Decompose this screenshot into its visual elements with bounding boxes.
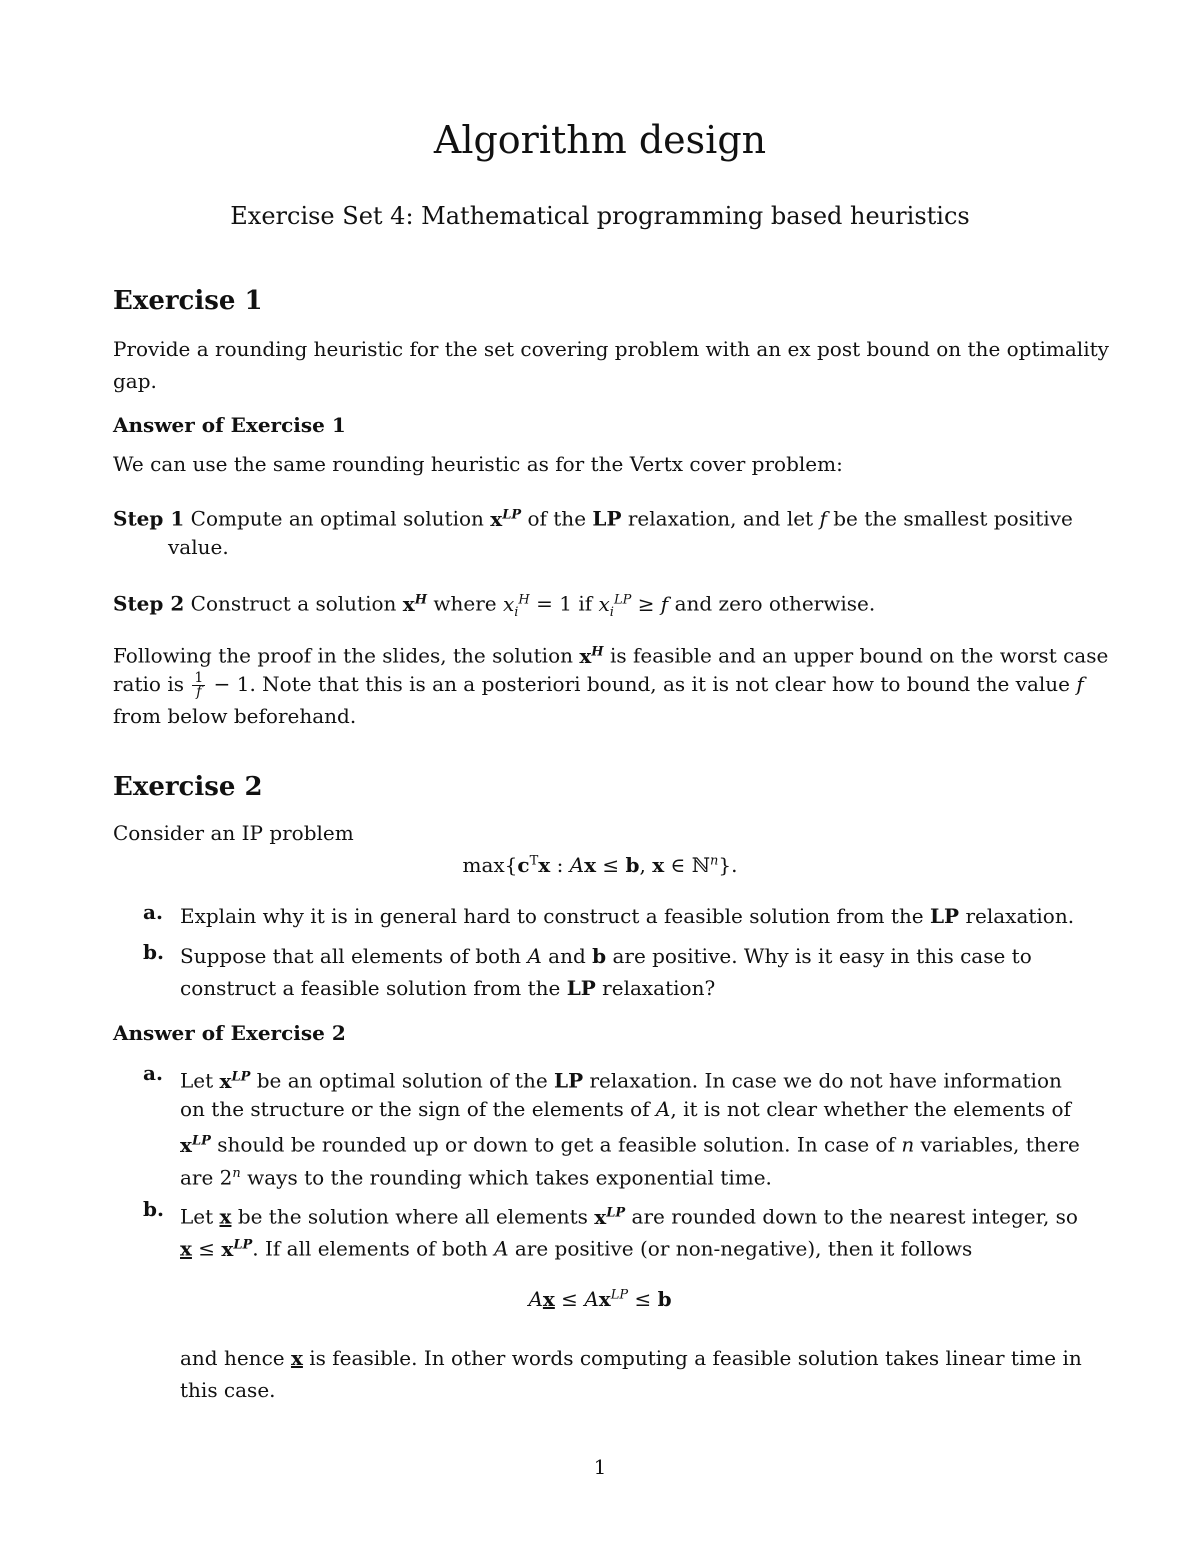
formula-c: c: [517, 853, 530, 877]
step-2-text-b: where: [433, 591, 497, 616]
math-f: f: [819, 506, 827, 531]
item-b-line-2: [180, 972, 715, 1004]
math-x-under-3: x: [290, 1346, 303, 1370]
answer-a-line-2: [180, 1093, 1071, 1125]
math-x-lp-4: $x^{LP}$: [594, 1204, 626, 1229]
math-xi-h: $x_i^H$: [502, 591, 530, 620]
answer-a-line-4: are 2$^n$ ways to the rounding which takes exponential time.: [180, 1165, 772, 1190]
answer-a-text-g: should be rounded up or down to get a feasible solution. In case of: [217, 1132, 895, 1157]
math-x-lp-3: $x^{LP}$: [180, 1132, 211, 1157]
item-b-text-d: construct a feasible solution from the: [180, 976, 561, 1000]
step-2-text-d: and zero otherwise.: [674, 591, 876, 616]
formula-max: max{: [462, 853, 518, 877]
ip-formula: $\max\{c^Tx$ : Ax ≤ b, x ∈ ℕ$^n$}.: [462, 853, 738, 877]
math-x-h-2: $x^H$: [579, 643, 604, 668]
step-1-label: Step 1: [113, 506, 185, 531]
step-1-text-a: Compute an optimal solution: [190, 506, 484, 531]
exercise-1-task-line-1: Provide a rounding heuristic for the set covering problem with an ex post bound on the optimality: [113, 337, 1109, 361]
exercise-2-intro: Consider an IP problem: [113, 821, 354, 845]
answer-a-text-j: ways to the rounding which takes exponential time.: [247, 1165, 772, 1190]
answer-1-intro: We can use the same rounding heuristic as for the Vertx cover problem:: [113, 452, 843, 476]
math-x-h: $x^H$: [402, 591, 428, 616]
math-xi-lp-geq-f: $x_i^{LP} \ge f$: [598, 591, 669, 620]
step-1-text-e: be the smallest positive: [833, 506, 1073, 531]
answer-a-text-i: are 2: [180, 1165, 233, 1190]
formula-tail: }.: [718, 853, 738, 877]
answer-b-text-f: and hence: [180, 1346, 285, 1370]
math-x-lp-2: $x^{LP}$: [219, 1068, 251, 1093]
item-b-label: b.: [143, 940, 164, 964]
item-a-text: [180, 900, 1074, 932]
answer-b-text-c: are rounded down to the nearest integer, so: [631, 1204, 1078, 1229]
conclusion-text-b: is feasible and an upper bound on the worst case: [609, 643, 1109, 668]
conclusion-text-a: Following the proof in the slides, the solution: [113, 643, 573, 668]
step-1-lp: LP: [592, 506, 622, 531]
answer-b-text-e: are positive (or non-negative), then it follows: [514, 1236, 973, 1261]
answer-b-line-1: [180, 1197, 1078, 1233]
math-b: b: [592, 944, 607, 968]
math-x-under: x: [219, 1204, 232, 1229]
answer-a-text-a: Let: [180, 1068, 214, 1093]
step-1-text-d: relaxation, and let: [627, 506, 814, 531]
answer-2-heading: Answer of Exercise 2: [113, 1021, 346, 1045]
answer-b-text-g: is feasible. In other words computing a feasible solution takes linear time in: [309, 1346, 1082, 1370]
step-1-text-b: of the: [527, 506, 587, 531]
math-x-under-2: x: [180, 1236, 192, 1261]
exercise-2-heading: Exercise 2: [113, 772, 263, 802]
answer-b-line-2: $x \le x^{LP}$. If all elements of both A are positive (or non-negative), then it follows: [180, 1236, 973, 1261]
step-2-line: [113, 584, 875, 629]
item-a-lp: LP: [929, 904, 960, 928]
conclusion-line-1: [113, 636, 1108, 672]
answer-b-line-3: [180, 1342, 1082, 1374]
item-b-lp: LP: [566, 976, 596, 1000]
answer-1-heading: Answer of Exercise 1: [113, 413, 346, 437]
exercise-1-heading: Exercise 1: [113, 286, 263, 316]
math-x-lp: $x^{LP}$: [490, 506, 522, 531]
conclusion-line-3: from below beforehand.: [113, 704, 357, 728]
math-n: n: [901, 1132, 915, 1157]
item-a-end: relaxation.: [965, 904, 1075, 928]
item-b-line-1: [180, 940, 1032, 972]
answer-a-line-3: [180, 1125, 1080, 1161]
page-number: 1: [593, 1455, 607, 1479]
conclusion-line-2: [113, 668, 1084, 700]
answer-b-text-d: . If all elements of both: [252, 1236, 488, 1261]
item-a-text-a: Explain why it is in general hard to construct a feasible solution from the: [180, 904, 924, 928]
answer-b-text-b: be the solution where all elements: [237, 1204, 588, 1229]
item-b-text-b: and: [548, 944, 586, 968]
answer-a-text-b: be an optimal solution of the: [256, 1068, 548, 1093]
step-2-text-c: = 1 if: [536, 591, 593, 616]
math-a: A: [527, 944, 542, 968]
formula-x: x: [538, 853, 551, 877]
answer-a-text-h: variables, there: [920, 1132, 1080, 1157]
answer-a-text-f: , it is not clear whether the elements of: [670, 1097, 1071, 1121]
fraction-one-over-f: $\frac{1}{f}$: [194, 670, 204, 700]
step-1-line-1: [113, 499, 1073, 535]
item-b-text-e: relaxation?: [602, 976, 716, 1000]
document-subtitle: Exercise Set 4: Mathematical programming based heuristics: [230, 202, 970, 230]
exercise-1-task-line-2: gap.: [113, 369, 157, 393]
answer-a-label: a.: [143, 1061, 163, 1085]
answer-a-text-d: relaxation. In case we do not have information: [589, 1068, 1062, 1093]
math-a-3: A: [494, 1236, 509, 1261]
step-2-text-a: Construct a solution: [190, 591, 397, 616]
answer-b-text-a: Let: [180, 1204, 214, 1229]
math-a-2: A: [655, 1097, 671, 1121]
inequality-formula: $Ax \le Ax^{LP} \le b$: [528, 1287, 672, 1311]
answer-a-line-1: [180, 1061, 1062, 1097]
item-a-label: a.: [143, 900, 163, 924]
math-x-lp-5: $x^{LP}$: [221, 1236, 253, 1261]
item-b-text-c: are positive. Why is it easy in this case to: [612, 944, 1032, 968]
conclusion-text-d: − 1. Note that this is an a posteriori bound, as it is not clear how to bound the value: [213, 672, 1070, 696]
item-b-text-a: Suppose that all elements of both: [180, 944, 521, 968]
math-f-2: f: [1076, 672, 1084, 696]
document-title: Algorithm design: [433, 118, 767, 162]
answer-b-label: b.: [143, 1197, 164, 1221]
step-2-label: Step 2: [113, 591, 185, 616]
answer-a-text-e: on the structure or the sign of the elements of: [180, 1097, 650, 1121]
answer-a-lp: LP: [554, 1068, 584, 1093]
answer-b-line-4: this case.: [180, 1378, 276, 1402]
step-1-line-2: value.: [168, 535, 229, 559]
conclusion-text-c: ratio is: [113, 672, 184, 696]
